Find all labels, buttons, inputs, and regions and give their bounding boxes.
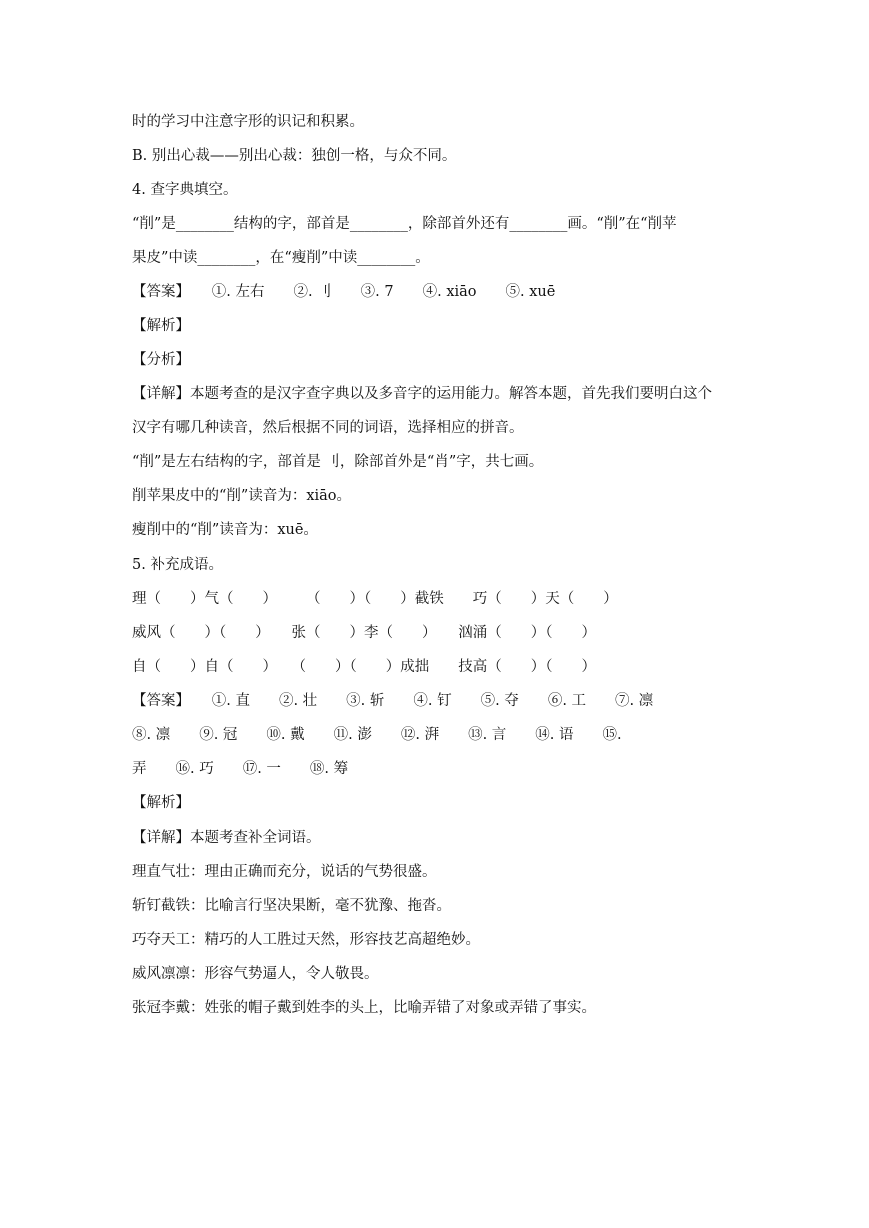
question-5-answer: 弄 ⑯. 巧 ⑰. 一 ⑱. 筹: [132, 761, 349, 777]
text-line: B. 别出心裁——别出心裁：独创一格，与众不同。: [132, 148, 457, 164]
detail-text: 【详解】本题考查补全词语。: [132, 830, 321, 846]
question-4-answer: 【答案】 ①. 左右 ②. 刂 ③. 7 ④. xiāo ⑤. xuē: [132, 284, 556, 300]
detail-text: 【详解】本题考查的是汉字查字典以及多音字的运用能力。解答本题，首先我们要明白这个: [132, 386, 712, 402]
idiom-blanks-row: 威风（ ）（ ） 张（ ）李（ ） 汹涌（ ）（ ）: [132, 625, 596, 641]
idiom-explanation: 张冠李戴：姓张的帽子戴到姓李的头上，比喻弄错了对象或弄错了事实。: [132, 1000, 596, 1016]
detail-text: 削苹果皮中的“削”读音为：xiāo。: [132, 488, 352, 504]
question-5-answer: ⑧. 凛 ⑨. 冠 ⑩. 戴 ⑪. 澎 ⑫. 湃 ⑬. 言 ⑭. 语 ⑮.: [132, 727, 622, 743]
detail-text: 瘦削中的“削”读音为：xuē。: [132, 522, 318, 538]
question-5-answer: 【答案】 ①. 直 ②. 壮 ③. 斩 ④. 钉 ⑤. 夺 ⑥. 工 ⑦. 凛: [132, 693, 654, 709]
idiom-explanation: 理直气壮：理由正确而充分，说话的气势很盛。: [132, 864, 437, 880]
analysis-heading: 【解析】: [132, 795, 190, 811]
idiom-explanation: 威风凛凛：形容气势逼人，令人敬畏。: [132, 966, 379, 982]
question-5-title: 5. 补充成语。: [132, 557, 223, 573]
question-4-prompt: 果皮”中读________，在“瘦削”中读________。: [132, 250, 430, 266]
analysis-subheading: 【分析】: [132, 352, 190, 368]
detail-text: 汉字有哪几种读音，然后根据不同的词语，选择相应的拼音。: [132, 420, 524, 436]
idiom-explanation: 斩钉截铁：比喻言行坚决果断，毫不犹豫、拖沓。: [132, 898, 451, 914]
idiom-blanks-row: 理（ ）气（ ） （ ）（ ）截铁 巧（ ）天（ ）: [132, 591, 618, 607]
analysis-heading: 【解析】: [132, 318, 190, 334]
text-line: 时的学习中注意字形的识记和积累。: [132, 114, 364, 130]
question-4-prompt: “削”是________结构的字，部首是________，除部首外还有________画。“削”在“削苹: [132, 216, 677, 232]
detail-text: “削”是左右结构的字，部首是 刂，除部首外是“肖”字，共七画。: [132, 454, 544, 470]
question-4-title: 4. 查字典填空。: [132, 182, 238, 198]
idiom-explanation: 巧夺天工：精巧的人工胜过天然，形容技艺高超绝妙。: [132, 932, 480, 948]
idiom-blanks-row: 自（ ）自（ ） （ ）（ ）成拙 技高（ ）（ ）: [132, 659, 596, 675]
